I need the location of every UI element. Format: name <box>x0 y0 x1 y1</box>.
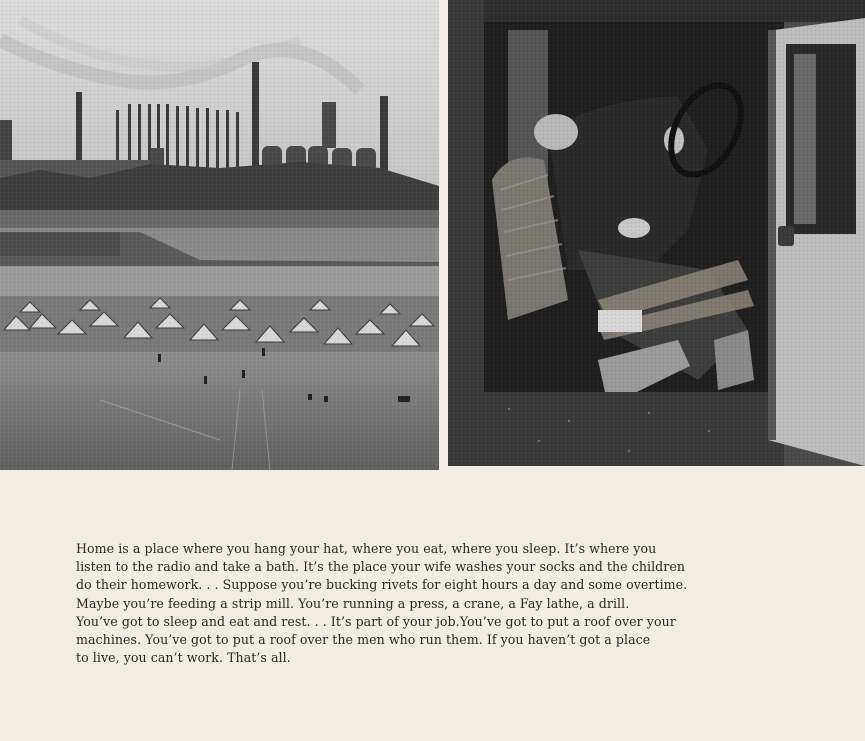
steel-mill-illustration <box>0 0 439 470</box>
caption-line: Maybe you’re feeding a strip mill. You’re running a press, a crane, a Fay lathe, a drill. <box>76 595 630 611</box>
caption-line: You’ve got to sleep and eat and rest. . . It’s part of your job.You’ve got to put a roof over your <box>76 613 676 629</box>
caption-line: Home is a place where you hang your hat, where you eat, where you sleep. It’s where you <box>76 541 657 556</box>
caption-line: to live, you can’t work. That’s all. <box>76 650 291 666</box>
caption-line: machines. You’ve got to put a roof over the men who run them. If you haven’t got a place <box>76 632 651 648</box>
photo-steel-mill-tent-camp <box>0 0 439 470</box>
car-interior-illustration <box>448 0 865 466</box>
caption-text <box>76 540 748 667</box>
caption-line: listen to the radio and take a bath. It’s the place your wife washes your socks and the children <box>76 559 686 575</box>
caption-line: do their homework. . . Suppose you’re bucking rivets for eight hours a day and some overtime. <box>76 577 688 593</box>
photo-worker-sleeping-in-car <box>448 0 865 466</box>
